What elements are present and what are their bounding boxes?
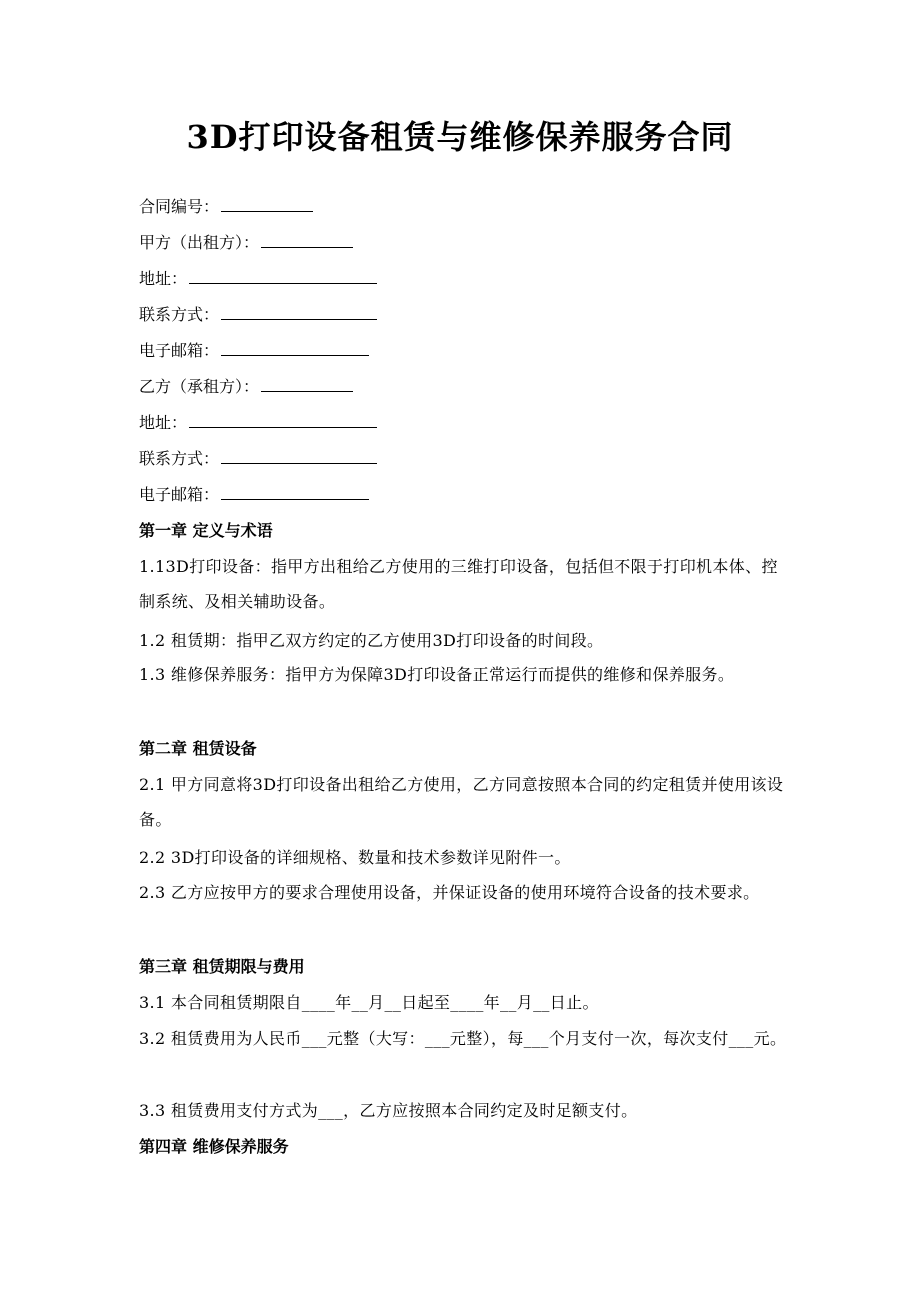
field-blank [221, 304, 377, 320]
party-a-contact-field [139, 304, 377, 326]
field-blank [221, 340, 369, 356]
contract-number-field [139, 196, 313, 218]
chapter-2-heading: 第二章 租赁设备 [139, 739, 257, 758]
field-blank [189, 412, 377, 428]
clause-1-3: 1.3 维修保养服务：指甲方为保障3D打印设备正常运行而提供的维修和保养服务。 [139, 665, 735, 684]
clause-1-1: 1.13D打印设备：指甲方出租给乙方使用的三维打印设备，包括但不限于打印机本体、控制系统、及相关辅助设备。 [139, 557, 778, 611]
field-blank [221, 484, 369, 500]
clause-2-1: 2.1 甲方同意将3D打印设备出租给乙方使用，乙方同意按照本合同的约定租赁并使用该设备。 [139, 775, 784, 829]
field-label: 地址： [139, 413, 188, 432]
chapter-4-heading: 第四章 维修保养服务 [139, 1137, 289, 1156]
field-blank [221, 196, 313, 212]
party-a-field [139, 232, 353, 254]
contract-title: 3D打印设备租赁与维修保养服务合同 [186, 118, 734, 156]
field-label: 合同编号： [139, 197, 220, 216]
field-label: 甲方（出租方）： [139, 233, 260, 252]
field-label: 联系方式： [139, 305, 220, 324]
party-a-address-field [139, 268, 377, 290]
party-b-address-field [139, 412, 377, 434]
chapter-3-heading: 第三章 租赁期限与费用 [139, 957, 305, 976]
party-b-email-field [139, 484, 369, 506]
field-blank [189, 268, 377, 284]
clause-3-2: 3.2 租赁费用为人民币___元整（大写：___元整），每___个月支付一次，每次支付___元。 [139, 1029, 787, 1048]
chapter-1-heading: 第一章 定义与术语 [139, 521, 273, 540]
clause-3-1: 3.1 本合同租赁期限自____年__月__日起至____年__月__日止。 [139, 993, 599, 1012]
clause-1-2: 1.2 租赁期：指甲乙双方约定的乙方使用3D打印设备的时间段。 [139, 631, 604, 650]
party-b-field [139, 376, 353, 398]
party-b-contact-field [139, 448, 377, 470]
field-blank [221, 448, 377, 464]
field-label: 联系方式： [139, 449, 220, 468]
field-blank [261, 376, 353, 392]
clause-2-3: 2.3 乙方应按甲方的要求合理使用设备，并保证设备的使用环境符合设备的技术要求。 [139, 883, 760, 902]
field-label: 电子邮箱： [139, 341, 220, 360]
clause-2-2: 2.2 3D打印设备的详细规格、数量和技术参数详见附件一。 [139, 848, 571, 867]
field-label: 乙方（承租方）： [139, 377, 260, 396]
field-blank [261, 232, 353, 248]
clause-3-3: 3.3 租赁费用支付方式为___，乙方应按照本合同约定及时足额支付。 [139, 1101, 638, 1120]
party-a-email-field [139, 340, 369, 362]
field-label: 地址： [139, 269, 188, 288]
field-label: 电子邮箱： [139, 485, 220, 504]
